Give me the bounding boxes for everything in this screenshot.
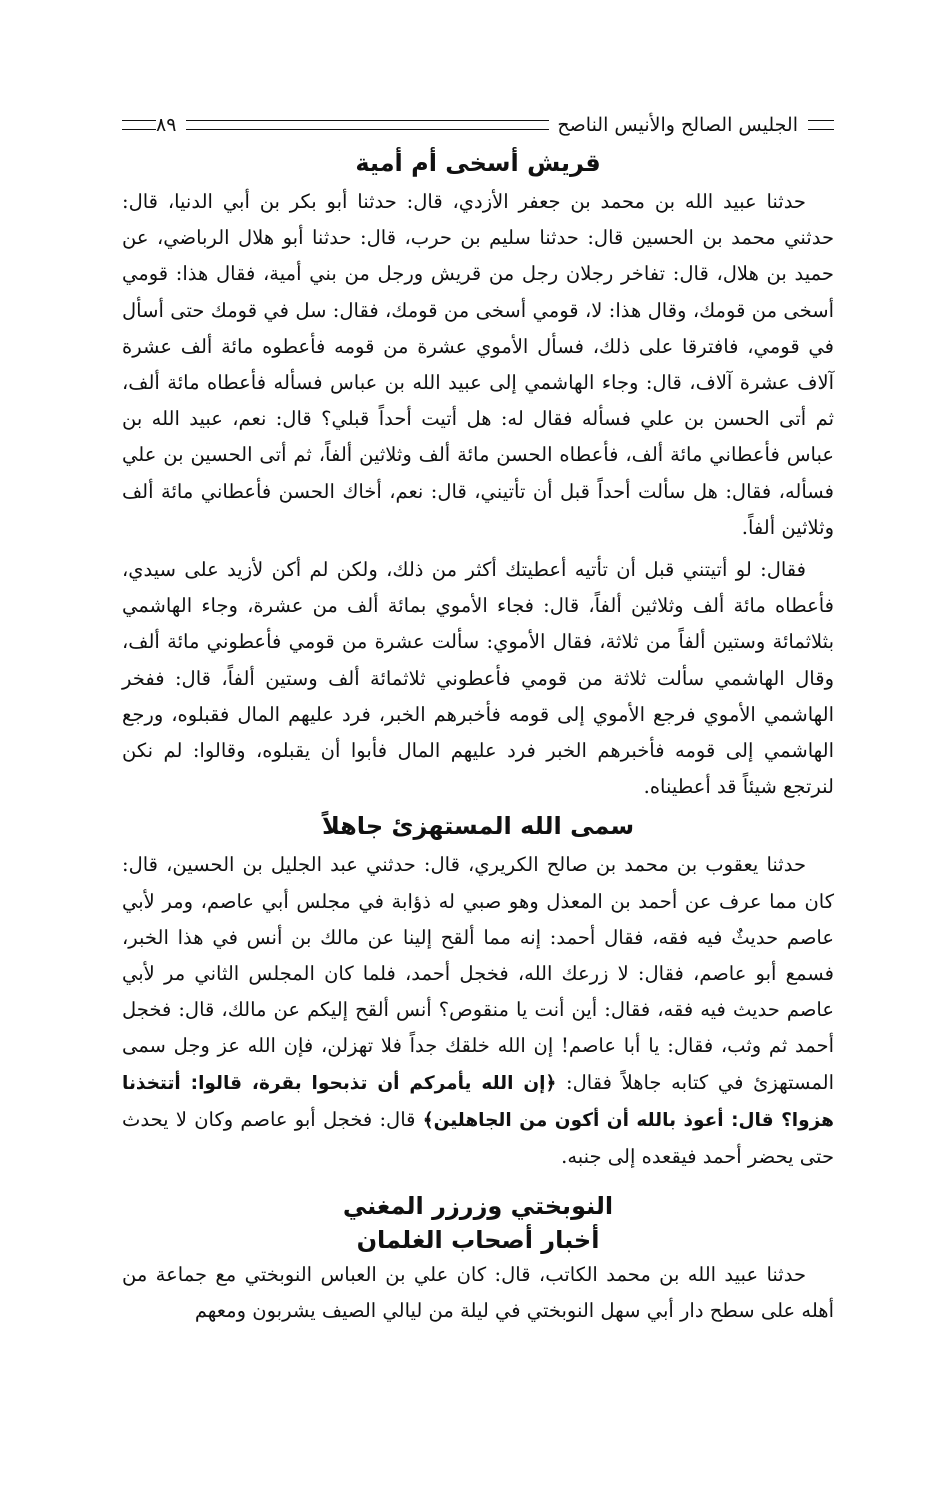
paragraph-text: قال: فخجل أبو عاصم وكان لا يحدث حتى يحضر أحمد فيقعده إلى جنبه. (122, 1107, 834, 1169)
section-gap (122, 1175, 834, 1189)
paragraph: فقال: لو أتيتني قبل أن تأتيه أعطيتك أكثر من ذلك، ولكن لم أكن لأزيد على سيدي، فأعطاه مائة ألف وثلاثين ألفاً، قال: فجاء الأموي بمائة ألف من عشرة، وجاء الهاشمي بثلاثمائة وستين ألفاً من ثلاثة، فقال الأموي: سألت عشرة من قومي فأعطوني مائة ألف، وقال الهاشمي سألت ثلاثة من قومي فأعطوني ثلاثمائة ألف وستين ألفاً، قال: ففخر الهاشمي الأموي فرجع الأموي إلى قومه فأخبرهم الخبر، فرد عليهم المال فقبلوه، ورجع الهاشمي إلى قومه فأخبرهم الخبر فرد عليهم المال فأبوا أن يقبلوه، وقالوا: لم نكن لنرتجع شيئاً قد أعطيناه. (122, 558, 834, 799)
section-title-mustahzi: سمى الله المستهزئ جاهلاً (321, 812, 635, 841)
header-rule-right (808, 120, 834, 130)
header-rule-left (122, 120, 156, 130)
section-subtitle-ghilman: أخبار أصحاب الغلمان (356, 1226, 600, 1255)
section-title-quraysh: قريش أسخى أم أمية (355, 149, 601, 177)
paragraph-with-quote (122, 847, 834, 1175)
quran-quote: ﴿إن الله يأمركم أن تذبحوا بقرة، قالوا: أتتخذنا هزوا؟ قال: أعوذ بالله أن أكون من الجاهلين﴾ (122, 1072, 834, 1131)
paragraph: حدثنا عبيد الله بن محمد بن جعفر الأزدي، قال: حدثنا أبو بكر بن أبي الدنيا، قال: حدثني محمد بن الحسين قال: حدثنا سليم بن حرب، قال: حدثنا أبو هلال الرباضي، عن حميد بن هلال، قال: تفاخر رجلان رجل من قريش ورجل من بني أمية، فقال هذا: قومي أسخى من قومك، وقال هذا: لا، قومي أسخى من قومك، فقال: سل في قومك حتى أسأل في قومي، فافترقا على ذلك، فسأل الأموي عشرة من قومه فأعطوه مائة ألف عشرة آلاف عشرة آلاف، قال: وجاء الهاشمي إلى عبيد الله بن عباس فسأله فأعطاه مائة ألف، ثم أتى الحسن بن علي فسأله فقال له: هل أتيت أحداً قبلي؟ قال: نعم، عبيد الله بن عباس فأعطاني مائة ألف، فأعطاه الحسن مائة ألف وثلاثين ألفاً، ثم أتى الحسين بن علي فسأله، فقال: هل سألت أحداً قبل أن تأتيني، قال: نعم، أخاك الحسن فأعطاني مائة ألف وثلاثين ألفاً. (122, 190, 835, 539)
section-title-nawbakhti: النوبختي وزرزر المغني (342, 1192, 614, 1221)
paragraph: حدثنا عبيد الله بن محمد الكاتب، قال: كان علي بن العباس النوبختي مع جماعة من أهله على سطح دار أبي سهل النوبختي في ليلة من ليالي الصيف يشربون ومعهم (122, 1263, 834, 1323)
page-number: ٨٩ (156, 114, 177, 136)
running-header (122, 108, 834, 142)
header-rule-middle (186, 120, 549, 130)
book-page (122, 108, 834, 1330)
paragraph-text: حدثنا يعقوب بن محمد بن صالح الكريري، قال: حدثني عبد الجليل بن الحسين، قال: كان مما عرف عن أحمد بن المعذل وهو صبي له ذؤابة في مجلس أبي عاصم، ومر لأبي عاصم حديثٌ فيه فقه، فقال أحمد: إنه مما ألقح إلينا عن مالك بن أنس في هذا الخبر، فسمع أبو عاصم، فقال: لا زرعك الله، فخجل أحمد، فلما كان المجلس الثاني مر لأبي عاصم حديث فيه فقه، فقال: أين أنت يا منقوص؟ أنس ألقح إليكم عن مالك، قال: فخجل أحمد ثم وثب، فقال: يا أبا عاصم! إن الله خلقك جداً فلا تهزلن، فإن الله عز وجل سمى المستهزئ في كتابه جاهلاً فقال: (122, 853, 834, 1094)
running-title: الجليس الصالح والأنيس الناصح (557, 114, 798, 136)
